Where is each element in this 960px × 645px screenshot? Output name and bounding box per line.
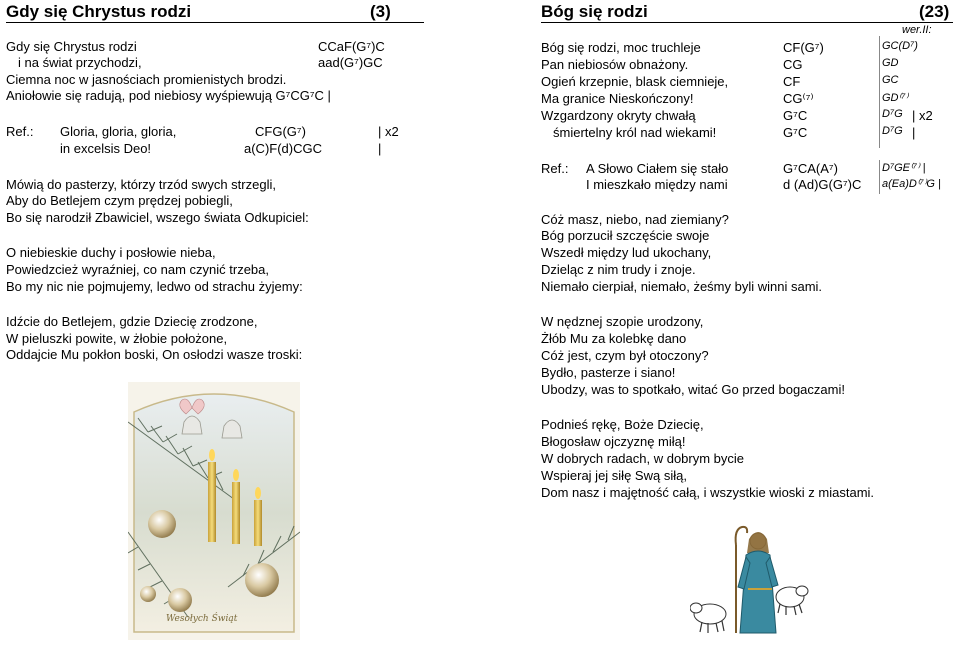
verse-line: Oddajcie Mu pokłon boski, On osłodzi wasze troski: [6, 347, 303, 362]
chord-line: G⁷C [783, 108, 808, 123]
verse-line: Aniołowie się radują, pod niebiosy wyśpiewują G⁷CG⁷C | [6, 88, 331, 103]
shepherd-illustration [690, 515, 810, 640]
verse-line: Bóg porzucił szczęście swoje [541, 228, 710, 243]
verse-line: Dzieląc z nim trudy i znoje. [541, 262, 696, 277]
right-title-rule [541, 22, 953, 23]
repeat-mark: | [912, 125, 916, 140]
repeat-mark: | x2 [378, 124, 399, 139]
chord-line: CG⁽⁷⁾ [783, 91, 814, 106]
verse-line: Wszedł między lud ukochany, [541, 245, 712, 260]
alt-chord-line: D⁷GE⁽⁷⁾ | [882, 162, 926, 174]
verse-line: Pan niebiosów obnażony. [541, 57, 689, 72]
refrain-line: I mieszkało między nami [586, 177, 728, 192]
verse-line: i na świat przychodzi, [18, 55, 142, 70]
verse-line: Gdy się Chrystus rodzi [6, 39, 137, 54]
verse-line: W nędznej szopie urodzony, [541, 314, 704, 329]
alt-chord-line: a(Ea)D⁽⁷⁾G | [882, 178, 941, 190]
chord-line: CFG(G⁷) [255, 124, 306, 139]
alt-column-divider [879, 160, 880, 194]
verse-line: Cóż jest, czym był otoczony? [541, 348, 709, 363]
left-song-title: Gdy się Chrystus rodzi [6, 2, 192, 21]
verse-line: Podnieś rękę, Boże Dziecię, [541, 417, 704, 432]
alt-chord-line: D⁷G [882, 125, 903, 137]
repeat-mark: | x2 [912, 108, 933, 123]
verse-line: Wspieraj jej siłę Swą siłą, [541, 468, 687, 483]
chord-line: CCaF(G⁷)C [318, 39, 385, 54]
alt-chord-line: GD⁽⁷⁾ [882, 92, 909, 104]
alt-chord-line: D⁷G [882, 108, 903, 120]
verse-line: Bo się narodził Zbawiciel, wszego świata Odkupiciel: [6, 210, 309, 225]
chord-line: CG [783, 57, 803, 72]
card-caption: Wesołych Świąt [166, 614, 238, 624]
verse-line: Mówią do pasterzy, którzy trzód swych strzegli, [6, 177, 276, 192]
verse-line: Cóż masz, niebo, nad ziemiany? [541, 212, 729, 227]
chord-line: CF(G⁷) [783, 40, 824, 55]
refrain-line: in excelsis Deo! [60, 141, 152, 156]
right-song-number: (23) [919, 2, 950, 21]
verse-line: Ciemna noc w jasnościach promienistych brodzi. [6, 72, 287, 87]
chord-line: G⁷C [783, 125, 808, 140]
verse-line: Błogosław ojczyznę miłą! [541, 434, 686, 449]
chord-line: d (Ad)G(G⁷)C [783, 177, 862, 192]
refrain-line: Gloria, gloria, gloria, [60, 124, 177, 139]
left-song-number: (3) [370, 2, 391, 21]
verse-line: Powiedzcież wyraźniej, co nam czynić trzeba, [6, 262, 269, 277]
alt-chord-line: GC(D⁷) [882, 40, 918, 52]
chord-line: G⁷CA(A⁷) [783, 161, 838, 176]
repeat-mark: | [378, 141, 382, 156]
verse-line: Ubodzy, was to spotkało, witać Go przed bogaczami! [541, 382, 845, 397]
refrain-label: Ref.: [6, 124, 34, 139]
chord-line: a(C)F(d)CGC [244, 141, 322, 156]
verse-line: Ma granice Nieskończony! [541, 91, 694, 106]
chord-line: CF [783, 74, 801, 89]
chord-line: aad(G⁷)GC [318, 55, 383, 70]
verse-line: Bóg się rodzi, moc truchleje [541, 40, 701, 55]
verse-line: Niemało cierpiał, niemało, żeśmy byli winni sami. [541, 279, 823, 294]
verse-line: śmiertelny król nad wiekami! [553, 125, 717, 140]
verse-line: Żłób Mu za kolebkę dano [541, 331, 687, 346]
verse-line: Bydło, pasterze i siano! [541, 365, 676, 380]
right-song-title: Bóg się rodzi [541, 2, 648, 21]
verse-line: O niebieskie duchy i posłowie nieba, [6, 245, 216, 260]
refrain-label: Ref.: [541, 161, 569, 176]
alt-version-header: wer.II: [902, 24, 932, 36]
verse-line: Bo my nic nie pojmujemy, ledwo od strachu żyjemy: [6, 279, 303, 294]
verse-line: W pieluszki powite, w żłobie położone, [6, 331, 228, 346]
verse-line: Wzgardzony okryty chwałą [541, 108, 696, 123]
left-title-rule [6, 22, 424, 23]
verse-line: Ogień krzepnie, blask ciemnieje, [541, 74, 729, 89]
christmas-card-image [128, 382, 300, 640]
verse-line: Idźcie do Betlejem, gdzie Dziecię zrodzone, [6, 314, 258, 329]
verse-line: Dom nasz i majętność całą, i wszystkie wioski z miastami. [541, 485, 875, 500]
alt-column-divider [879, 36, 880, 148]
alt-chord-line: GC [882, 74, 899, 86]
verse-line: Aby do Betlejem czym prędzej pobiegli, [6, 193, 233, 208]
verse-line: W dobrych radach, w dobrym bycie [541, 451, 745, 466]
refrain-line: A Słowo Ciałem się stało [586, 161, 729, 176]
alt-chord-line: GD [882, 57, 899, 69]
